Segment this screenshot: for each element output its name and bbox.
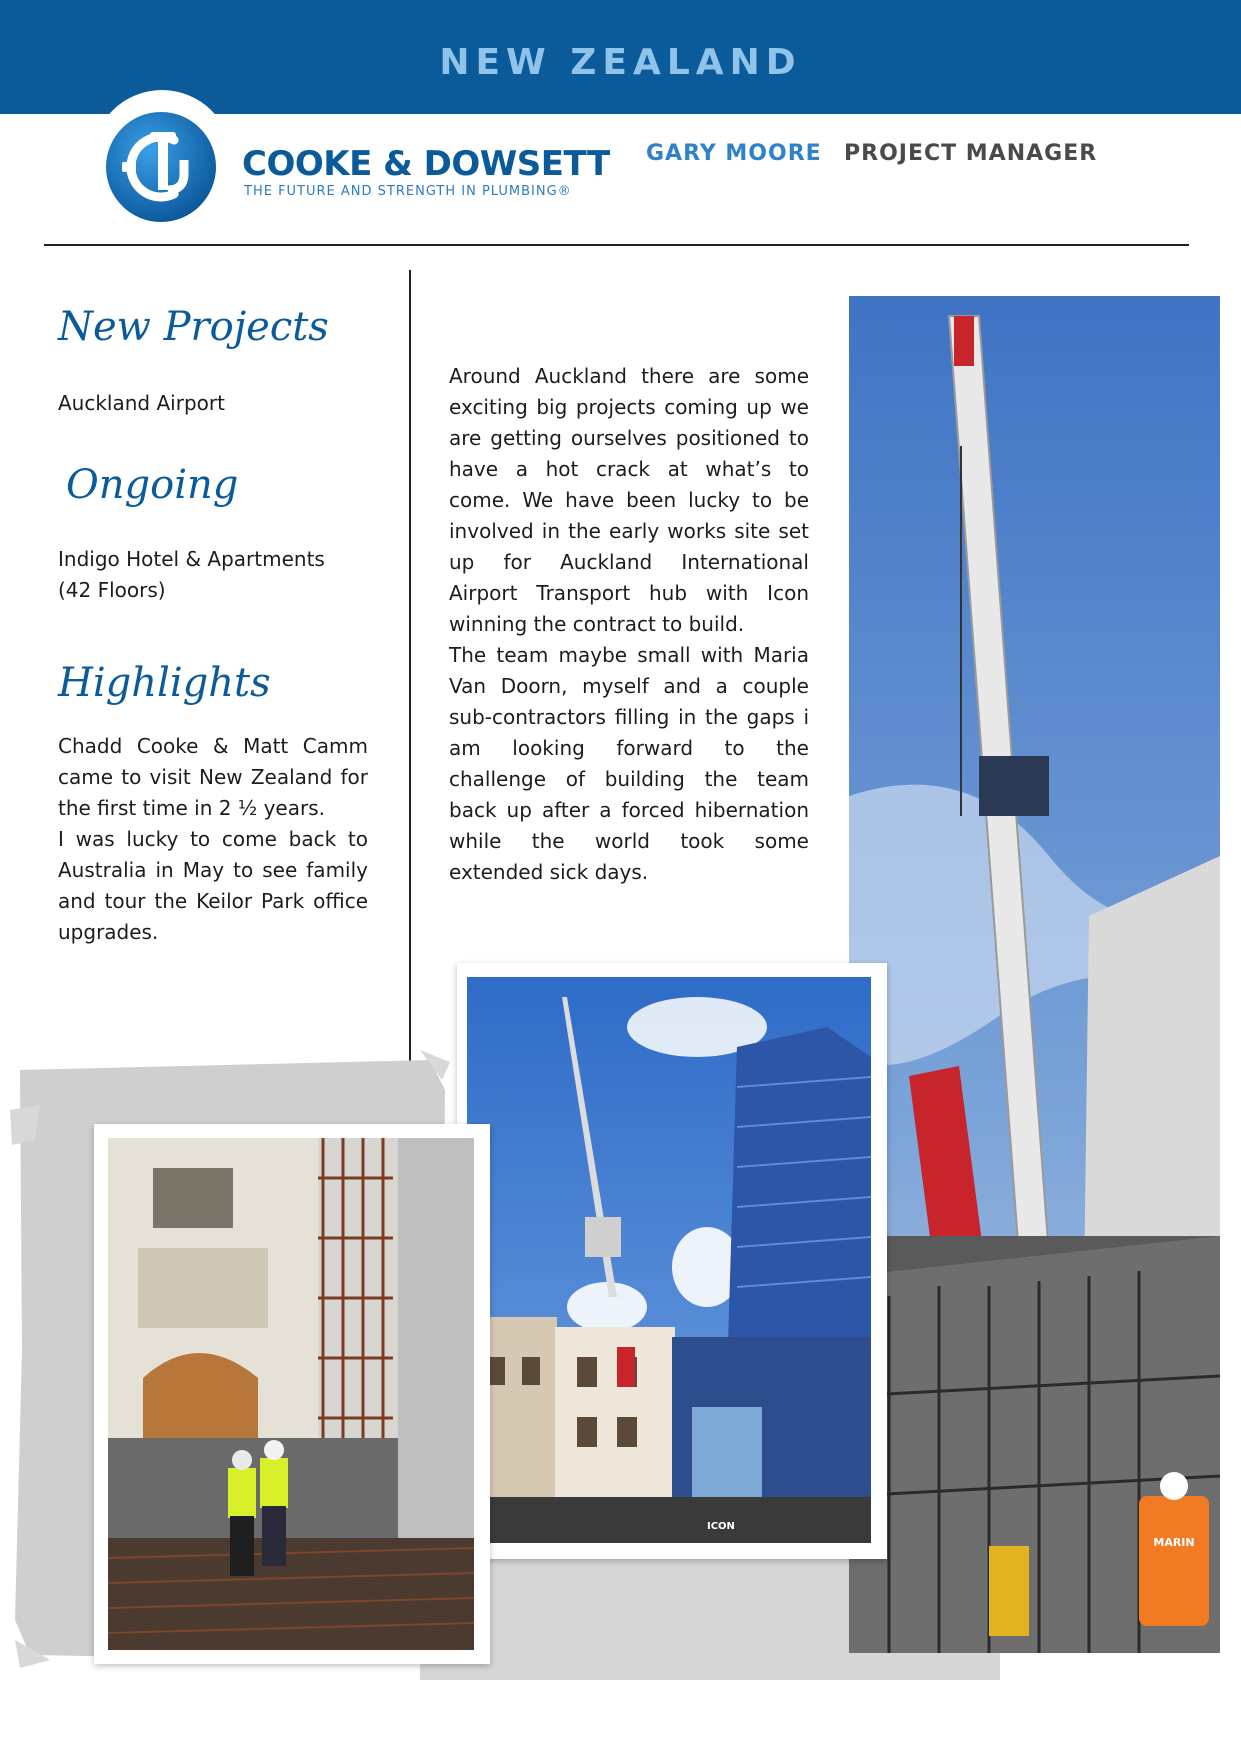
column-divider [409,270,411,1070]
workers-photo-frame [94,1124,490,1664]
highlights-paragraph-1: Chadd Cooke & Matt Camm came to visit New Zealand for the first time in 2 ½ years. [58,734,368,820]
cd-pipe-logo-icon [104,110,218,224]
header-divider [44,244,1189,246]
street-photo-image [467,977,871,1543]
ongoing-line-2: (42 Floors) [58,578,166,602]
crane-hoarding-text: MARIN [1153,1536,1195,1549]
crane-photo [849,296,1220,1653]
street-hoarding-text: ICON [707,1521,735,1532]
contact-name: GARY MOORE [646,141,822,166]
article-paragraph-1: Around Auckland there are some exciting big projects coming up we are getting ourselves positioned to have a hot crack at what’s to come. We have been lucky to be involved in the early works site set up for Auckland International Airport Transport hub with Icon winning the contract to build. [449,364,809,636]
ongoing-heading: Ongoing [66,462,239,508]
brand-tagline: THE FUTURE AND STRENGTH IN PLUMBING® [244,184,572,199]
new-projects-item: Auckland Airport [58,391,225,415]
highlights-heading: Highlights [58,660,271,706]
article-paragraph-2: The team maybe small with Maria Van Doorn, myself and a couple sub-contractors filling in the gaps i am looking forward to the challenge of building the team back up after a forced hibernation while the world took some extended sick days. [449,643,809,884]
crane-photo-image [849,296,1220,1653]
highlights-paragraph-2: I was lucky to come back to Australia in May to see family and tour the Keilor Park office upgrades. [58,827,368,944]
brand-name: COOKE & DOWSETT [242,144,610,184]
contact-role: PROJECT MANAGER [844,141,1098,166]
logo-badge [92,90,232,230]
new-projects-heading: New Projects [58,304,329,350]
ongoing-line-1: Indigo Hotel & Apartments [58,547,325,571]
country-title: NEW ZEALAND [439,42,802,83]
street-photo-frame [457,963,887,1559]
workers-photo-image [108,1138,474,1650]
